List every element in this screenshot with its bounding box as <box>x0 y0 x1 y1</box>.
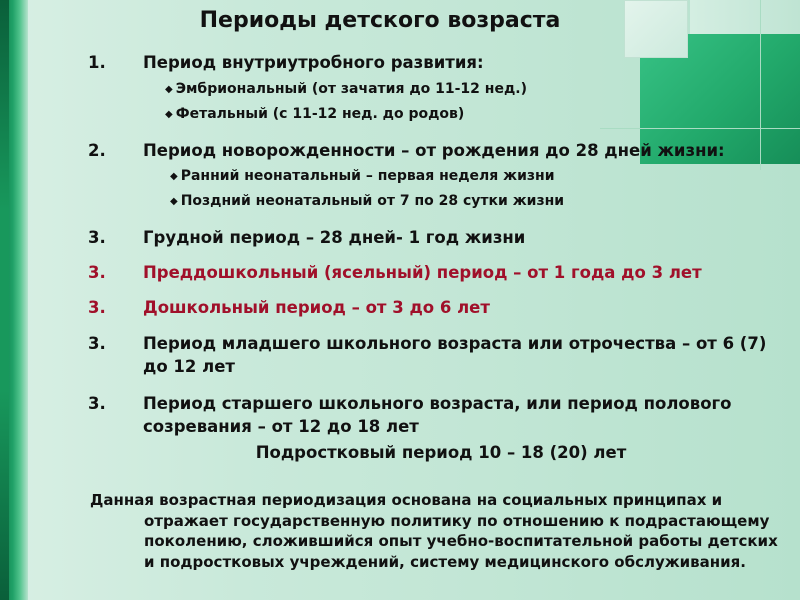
item-text: Период новорожденности – от рождения до 28 дней жизни: <box>143 141 725 160</box>
list-item-3 <box>88 226 788 249</box>
sub-item-text: Эмбриональный (от зачатия до 11-12 нед.) <box>175 81 527 97</box>
list-item-7 <box>88 392 788 438</box>
item-text: Период младшего школьного возраста или отрочества – от 6 (7) до 12 лет <box>143 334 767 376</box>
diamond-bullet-icon: ◆ <box>170 196 178 207</box>
item-number: 3. <box>88 334 106 353</box>
diamond-bullet-icon: ◆ <box>165 109 173 120</box>
item-number: 1. <box>88 53 106 72</box>
sub-item-text: Ранний неонатальный – первая неделя жизни <box>180 168 555 184</box>
item-text: Преддошкольный (ясельный) период – от 1 года до 3 лет <box>143 263 702 282</box>
sub-item <box>170 191 564 213</box>
sub-item-text: Фетальный (с 11-12 нед. до родов) <box>175 106 465 122</box>
item-text: Период старшего школьного возраста, или период полового созревания – от 12 до 18 лет <box>143 394 732 436</box>
paragraph-first-line: Данная возрастная периодизация основана на социальных принципах и <box>90 491 723 509</box>
conclusion-paragraph <box>90 490 790 572</box>
decorative-horizontal-line <box>600 128 800 129</box>
list-item-2 <box>88 139 788 162</box>
adolescent-period-note: Подростковый период 10 – 18 (20) лет <box>255 443 627 462</box>
sub-item-text: Поздний неонатальный от 7 по 28 сутки жизни <box>180 193 565 209</box>
paragraph-rest: отражает государственную политику по отношению к подрастающему поколению, сложившийся опыт учебно-воспитательной работы детских и подростковых учреждений, систему медицинского обслуживания. <box>144 511 778 571</box>
item-number: 3. <box>88 228 106 247</box>
sub-item <box>165 79 527 101</box>
diamond-bullet-icon: ◆ <box>170 171 178 182</box>
item-text: Грудной период – 28 дней- 1 год жизни <box>143 228 526 247</box>
page-title: Периоды детского возраста <box>199 8 561 33</box>
item-number: 3. <box>88 394 106 413</box>
item-text: Дошкольный период – от 3 до 6 лет <box>143 298 490 317</box>
item-number: 3. <box>88 263 106 282</box>
left-decorative-stripe <box>0 0 28 600</box>
list-item-6 <box>88 332 788 378</box>
item-text: Период внутриутробного развития: <box>143 53 484 72</box>
diamond-bullet-icon: ◆ <box>165 84 173 95</box>
sub-item <box>165 104 464 126</box>
list-item-4 <box>88 261 788 284</box>
left-stripe-inner <box>0 0 9 600</box>
item-number: 2. <box>88 141 106 160</box>
item-number: 3. <box>88 298 106 317</box>
list-item-1 <box>88 51 788 74</box>
list-item-5 <box>88 296 788 319</box>
sub-item <box>170 166 555 188</box>
